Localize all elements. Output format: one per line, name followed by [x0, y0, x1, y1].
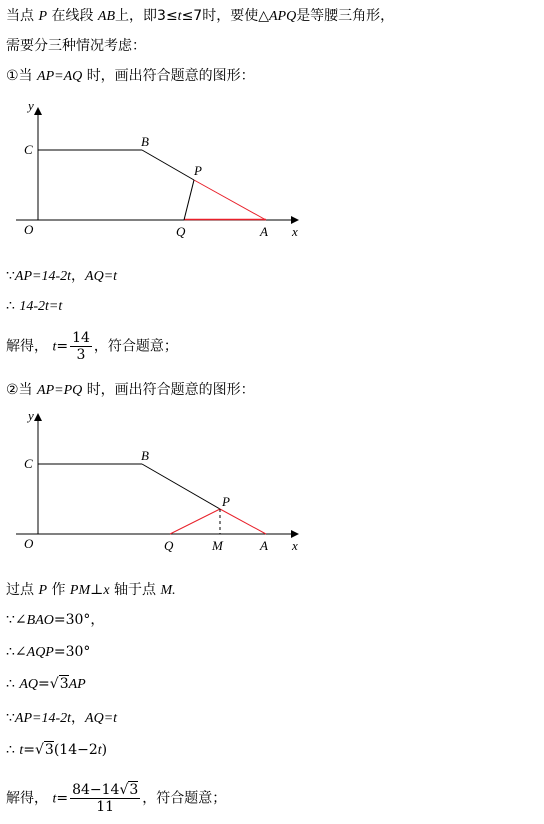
label-P: P: [222, 494, 230, 509]
solution-case-1: 解得， t= $\frac{14}{3}$ ，符合题意；: [6, 330, 178, 363]
figure-case-1: [0, 96, 320, 246]
label-A: A: [260, 538, 268, 553]
label-O: O: [24, 536, 34, 551]
therefore-aq-line: ∴ AQ=√3AP: [6, 676, 86, 692]
case-1-heading: ①当 AP=AQ 时，画出符合题意的图形：: [6, 68, 255, 84]
label-B: B: [141, 134, 149, 149]
label-C: C: [24, 142, 33, 157]
label-C: C: [24, 456, 33, 471]
label-Q: Q: [176, 224, 186, 239]
label-Q: Q: [164, 538, 174, 553]
label-y: y: [28, 98, 34, 113]
segment-BP: [142, 464, 220, 509]
label-A: A: [260, 224, 268, 239]
therefore-line-1: ∴ 14-2t=t: [6, 298, 63, 314]
text-line-1: 当点 P 在线段 AB上，即3≤t≤7时，要使△APQ是等腰三角形，: [6, 8, 395, 24]
fraction-84-14sqrt3-11: $\frac{84-14√3}{11}$: [72, 782, 139, 815]
label-P: P: [194, 163, 202, 178]
label-x: x: [292, 224, 298, 239]
label-M: M: [212, 538, 223, 553]
label-x: x: [292, 538, 298, 553]
figure-case-2: [0, 408, 320, 558]
because-angle-line: ∵∠BAO=30°，: [6, 612, 105, 628]
segment-PA-red: [194, 180, 266, 220]
construction-line: 过点 P 作 PM⊥x 轴于点 M.: [6, 582, 176, 598]
segment-BP: [142, 150, 194, 180]
text-line-2: 需要分三种情况考虑：: [6, 38, 146, 54]
therefore-t-line: ∴ t=√3(14−2t): [6, 742, 108, 758]
segment-PA-red: [220, 509, 266, 534]
label-B: B: [141, 448, 149, 463]
label-O: O: [24, 222, 34, 237]
because-line-1: ∵AP=14-2t，AQ=t: [6, 268, 118, 284]
fraction-14-3: $\frac{14}{3}$: [72, 330, 90, 363]
therefore-angle-line: ∴∠AQP=30°: [6, 644, 91, 660]
label-y: y: [28, 408, 34, 423]
solution-case-2: 解得， t= $\frac{84-14√3}{11}$ ，符合题意；: [6, 782, 227, 815]
segment-QP: [184, 180, 194, 220]
case-2-heading: ②当 AP=PQ 时，画出符合题意的图形：: [6, 382, 255, 398]
segment-QP-red: [170, 509, 220, 534]
because-line-2: ∵AP=14-2t，AQ=t: [6, 710, 118, 726]
